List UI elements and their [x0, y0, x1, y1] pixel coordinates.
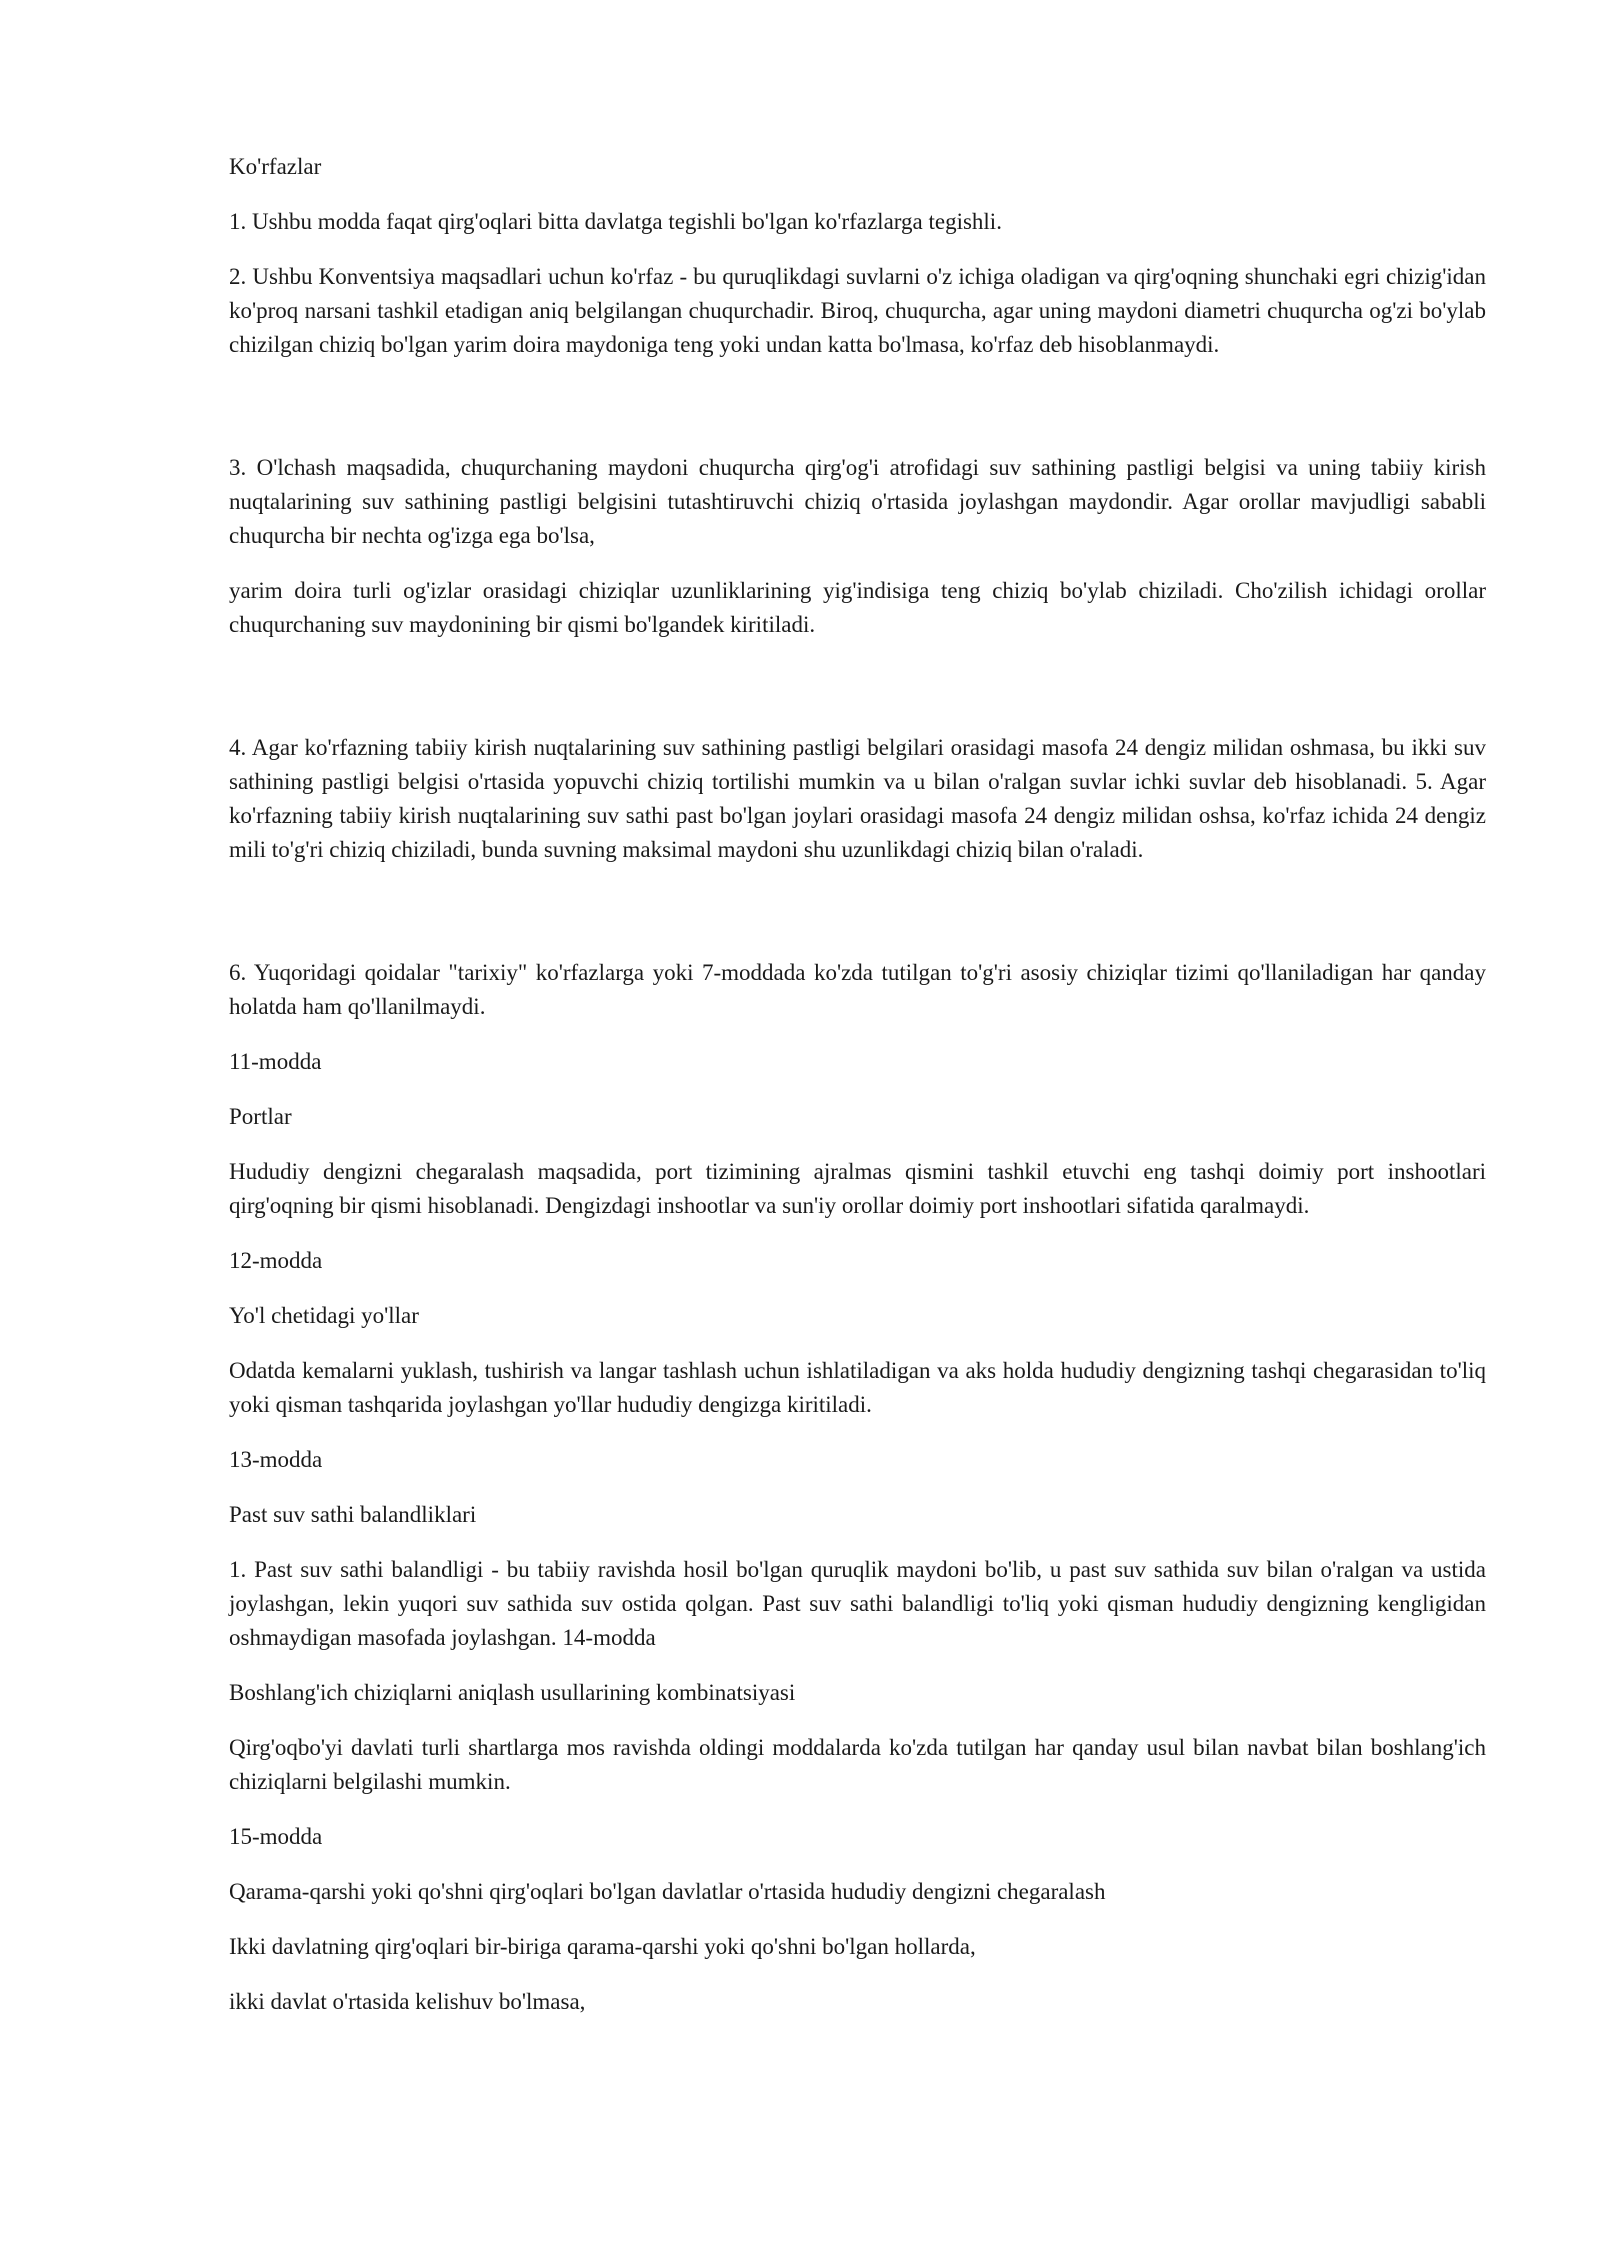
paragraph-delimitation-2: ikki davlat o'rtasida kelishuv bo'lmasa,: [229, 1989, 586, 2014]
paragraph-bays-3-cont: yarim doira turli og'izlar orasidagi chiziqlar uzunliklarining yig'indisiga teng chiziq bo'ylab chiziladi. Cho'zilish ichidagi orollar chuqurchaning suv maydonining bir qismi bo'lgandek kiritiladi.: [229, 578, 1486, 637]
article-title-delimitation: Qarama-qarshi yoki qo'shni qirg'oqlari bo'lgan davlatlar o'rtasida hududiy dengizni chegaralash: [229, 1879, 1106, 1904]
article-title-ports: Portlar: [229, 1104, 292, 1129]
article-title-low-tide: Past suv sathi balandliklari: [229, 1502, 477, 1527]
paragraph-ports: Hududiy dengizni chegaralash maqsadida, port tizimining ajralmas qismini tashkil etuvchi eng tashqi doimiy port inshootlari qirg'oqning bir qismi hisoblanadi. Dengizdagi inshootlar va sun'iy orollar doimiy port inshootlari sifatida qaralmaydi.: [229, 1159, 1486, 1218]
paragraph-baselines-combination: Qirg'oqbo'yi davlati turli shartlarga mos ravishda oldingi moddalarda ko'zda tutilgan har qanday usul bilan navbat bilan boshlang'ich chiziqlarni belgilashi mumkin.: [229, 1735, 1486, 1794]
paragraph-low-tide: 1. Past suv sathi balandligi - bu tabiiy ravishda hosil bo'lgan quruqlik maydoni bo'lib, u past suv sathida suv bilan o'ralgan va ustida joylashgan, lekin yuqori suv sathida suv ostida qolgan. Past suv sathi balandligi to'liq yoki qisman hududiy dengizning kengligidan oshmaydigan masofada joylashgan. 14-modda: [229, 1557, 1486, 1650]
article-heading-12: 12-modda: [229, 1248, 323, 1273]
article-title-baselines-combination: Boshlang'ich chiziqlarni aniqlash usullarining kombinatsiyasi: [229, 1680, 796, 1705]
paragraph-bays-6: 6. Yuqoridagi qoidalar "tarixiy" ko'rfazlarga yoki 7-moddada ko'zda tutilgan to'g'ri asosiy chiziqlar tizimi qo'llaniladigan har qanday holatda ham qo'llanilmaydi.: [229, 960, 1486, 1019]
article-heading-11: 11-modda: [229, 1049, 322, 1074]
paragraph-bays-2: 2. Ushbu Konventsiya maqsadlari uchun ko'rfaz - bu quruqlikdagi suvlarni o'z ichiga oladigan va qirg'oqning shunchaki egri chizig'idan ko'proq narsani tashkil etadigan aniq belgilangan chuqurchadir. Biroq, chuqurcha, agar uning maydoni diametri chuqurcha og'zi bo'ylab chizilgan chiziq bo'lgan yarim doira maydoniga teng yoki undan katta bo'lmasa, ko'rfaz deb hisoblanmaydi.: [229, 264, 1486, 357]
paragraph-bays-3: 3. O'lchash maqsadida, chuqurchaning maydoni chuqurcha qirg'og'i atrofidagi suv sathining pastligi belgisi va uning tabiiy kirish nuqtalarining suv sathining pastligi belgisini tutashtiruvchi chiziq o'rtasida joylashgan maydondir. Agar orollar mavjudligi sababli chuqurcha bir nechta og'izga ega bo'lsa,: [229, 455, 1486, 548]
article-heading-13: 13-modda: [229, 1447, 323, 1472]
section-title-bays: Ko'rfazlar: [229, 154, 322, 179]
article-heading-15: 15-modda: [229, 1824, 323, 1849]
paragraph-bays-1: 1. Ushbu modda faqat qirg'oqlari bitta davlatga tegishli bo'lgan ko'rfazlarga tegishli.: [229, 209, 1002, 234]
paragraph-bays-4-5: 4. Agar ko'rfazning tabiiy kirish nuqtalarining suv sathining pastligi belgilari orasidagi masofa 24 dengiz milidan oshmasa, bu ikki suv sathining pastligi belgisi o'rtasida yopuvchi chiziq tortilishi mumkin va u bilan o'ralgan suvlar ichki suvlar deb hisoblanadi. 5. Agar ko'rfazning tabiiy kirish nuqtalarining suv sathi past bo'lgan joylari orasidagi masofa 24 dengiz milidan oshsa, ko'rfaz ichida 24 dengiz mili to'g'ri chiziq chiziladi, bunda suvning maksimal maydoni shu uzunlikdagi chiziq bilan o'raladi.: [229, 735, 1486, 862]
paragraph-delimitation-1: Ikki davlatning qirg'oqlari bir-biriga qarama-qarshi yoki qo'shni bo'lgan hollarda,: [229, 1934, 976, 1959]
document-page: [229, 150, 1486, 2040]
article-title-roadsteads: Yo'l chetidagi yo'llar: [229, 1303, 419, 1328]
paragraph-roadsteads: Odatda kemalarni yuklash, tushirish va langar tashlash uchun ishlatiladigan va aks holda hududiy dengizning tashqi chegarasidan to'liq yoki qisman tashqarida joylashgan yo'llar hududiy dengizga kiritiladi.: [229, 1358, 1486, 1417]
